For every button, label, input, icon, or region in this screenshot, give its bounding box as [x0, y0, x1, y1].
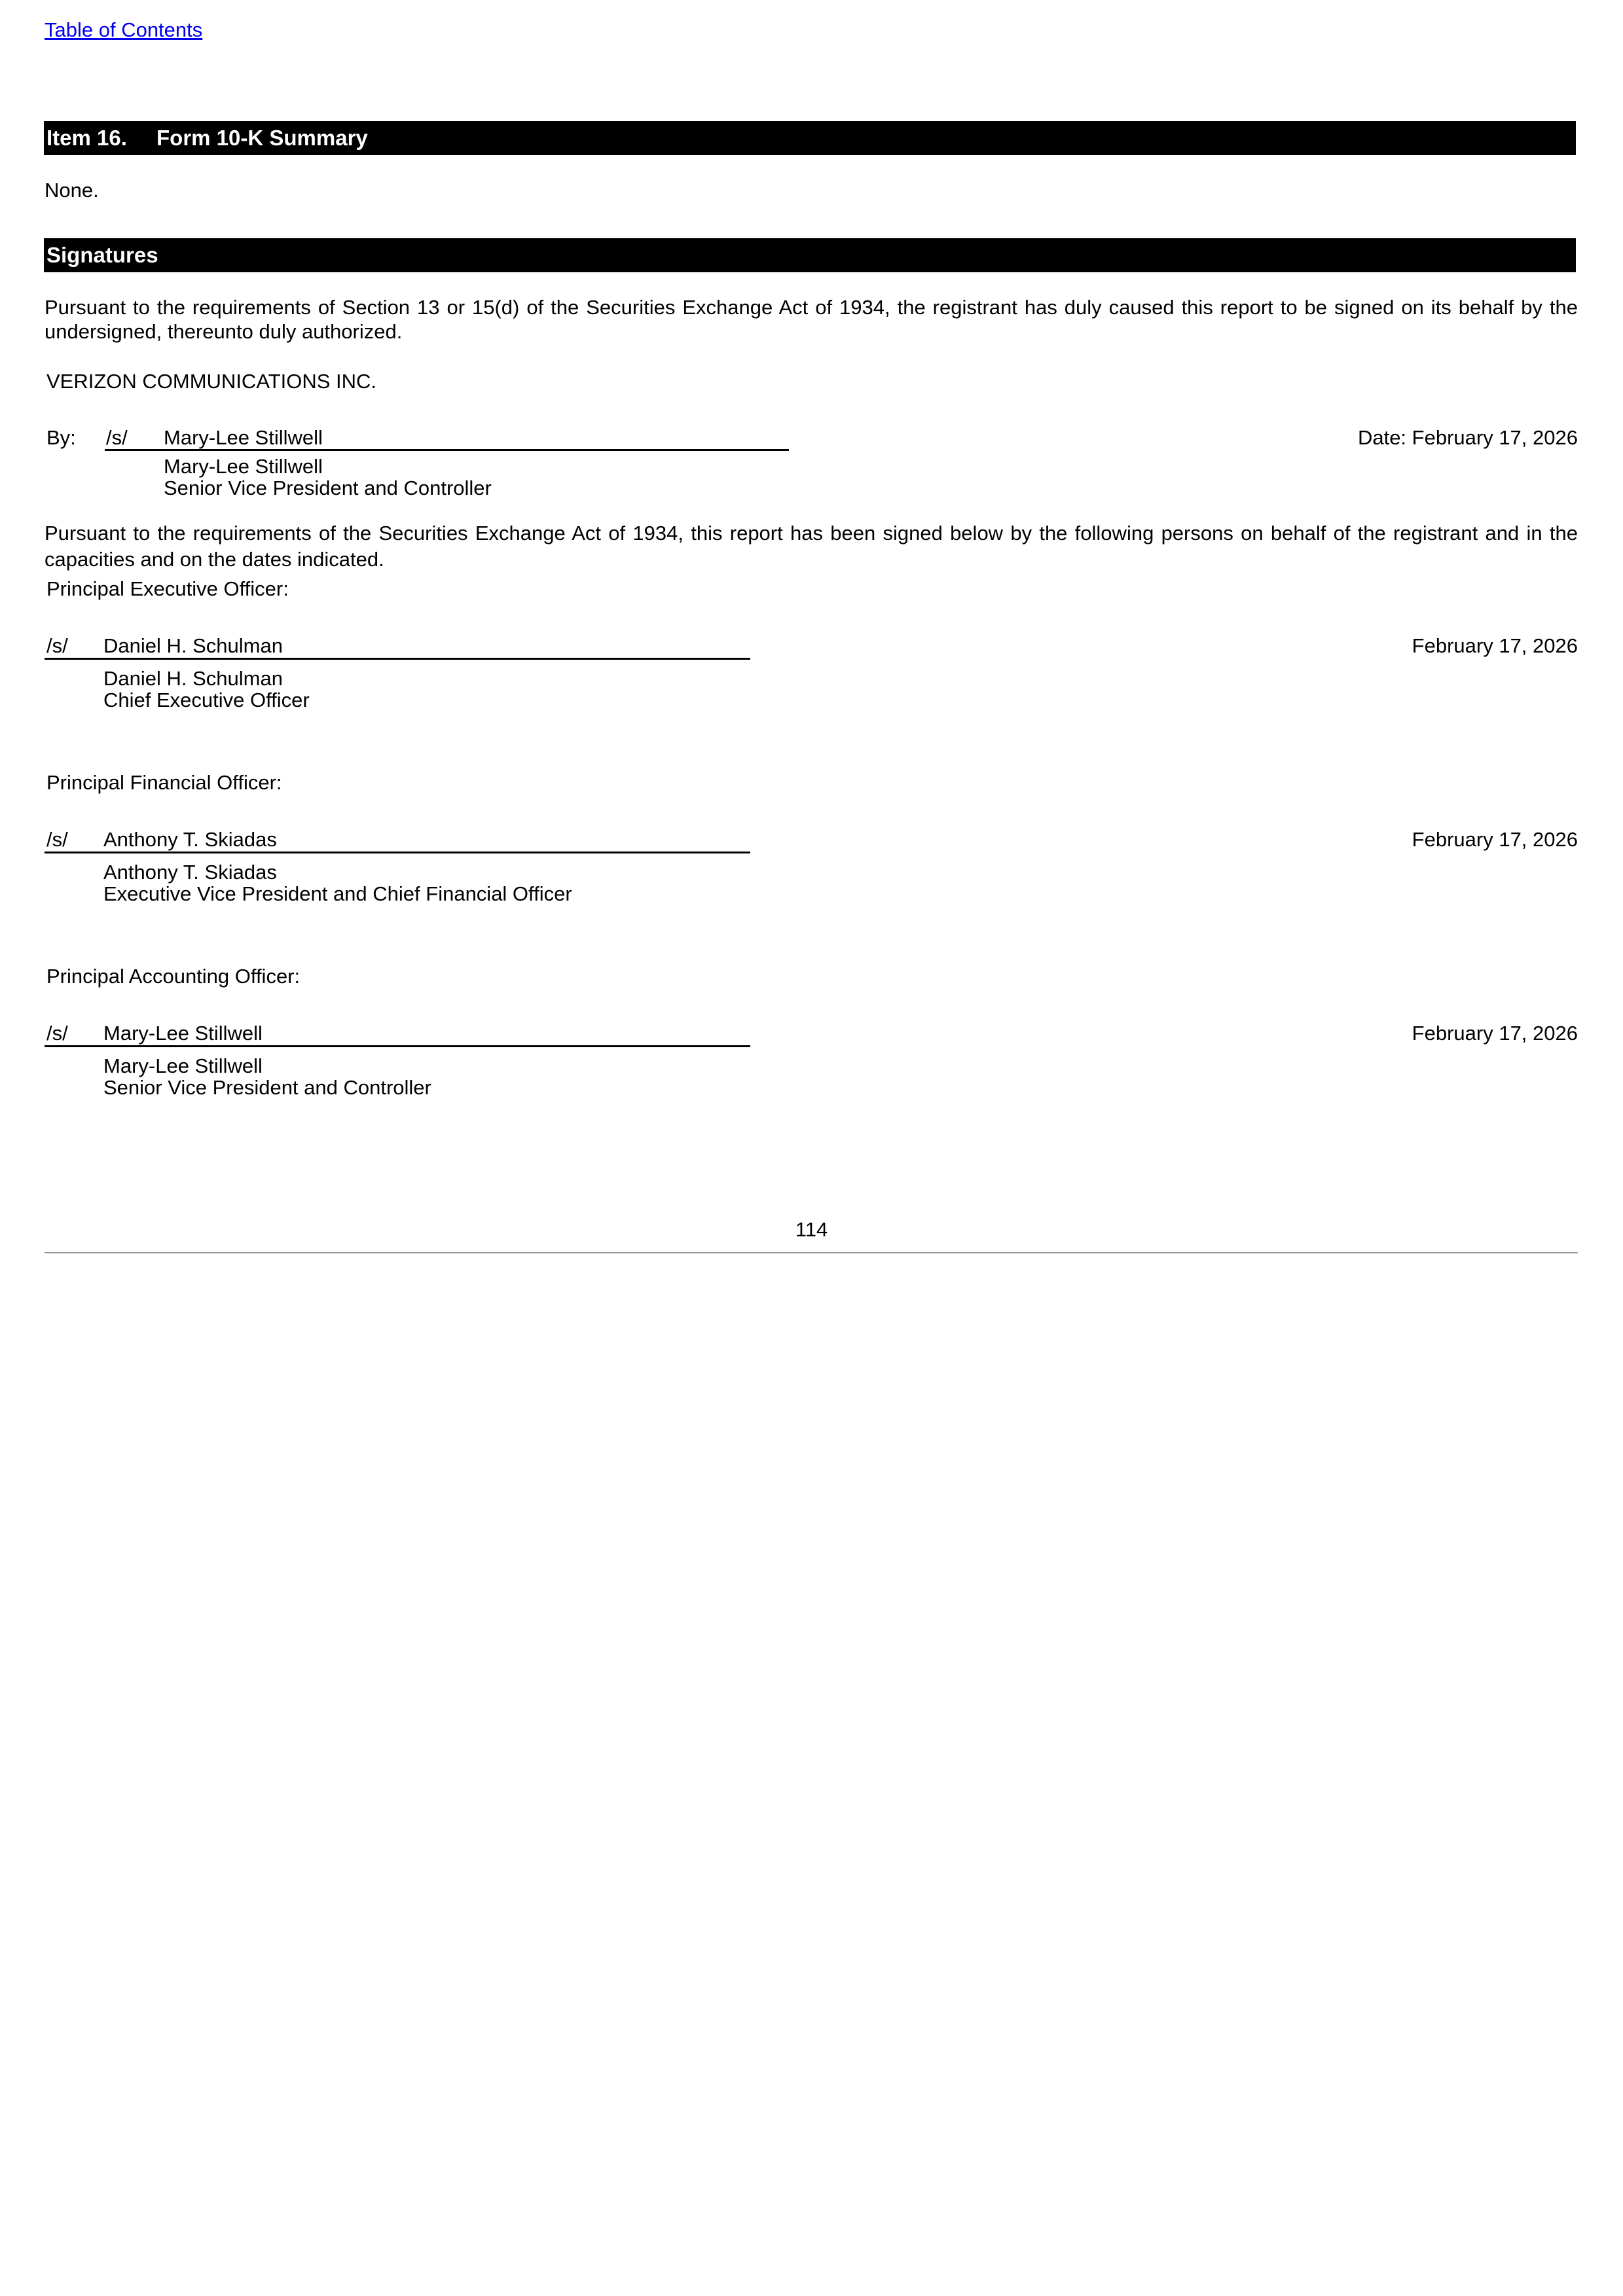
officer-signature-line — [45, 658, 750, 660]
officer-role-label: Principal Financial Officer: — [46, 771, 282, 794]
officer-title: Executive Vice President and Chief Financial Officer — [103, 882, 572, 905]
officer-name: Mary-Lee Stillwell — [103, 1054, 263, 1077]
by-name: Mary-Lee Stillwell — [164, 455, 323, 478]
officer-name: Anthony T. Skiadas — [103, 861, 277, 884]
officer-date: February 17, 2026 — [1412, 1022, 1578, 1045]
item-number: Item 16. — [46, 126, 127, 151]
by-sig-mark: /s/ — [106, 426, 128, 449]
officer-title: Senior Vice President and Controller — [103, 1076, 431, 1099]
officer-signature-line — [45, 1045, 750, 1047]
signatures-heading-text: Signatures — [46, 243, 158, 268]
officer-signature: Mary-Lee Stillwell — [103, 1022, 263, 1045]
page-bottom-rule — [45, 1252, 1578, 1253]
by-signature-line — [105, 449, 789, 451]
item-title: Form 10-K Summary — [156, 126, 368, 151]
second-intro-text-1: Pursuant to the requirements of the Securities Exchange Act of 1934, this report has been signed below by the following persons on behalf of the registrant and in the — [45, 522, 1578, 545]
signatures-intro-line-2: undersigned, thereunto duly authorized. — [45, 320, 403, 343]
officer-sig-mark: /s/ — [46, 634, 68, 657]
registrant-name: VERIZON COMMUNICATIONS INC. — [46, 370, 377, 393]
officer-sig-mark: /s/ — [46, 1022, 68, 1045]
officer-sig-mark: /s/ — [46, 828, 68, 851]
officer-signature-line — [45, 852, 750, 853]
item-16-heading — [44, 121, 1576, 155]
second-intro-line-2: capacities and on the dates indicated. — [45, 548, 384, 571]
signatures-heading — [44, 238, 1576, 272]
intro-text-1: Pursuant to the requirements of Section 13 or 15(d) of the Securities Exchange Act of 1934, the registrant has duly caused this report to be signed on its behalf by the — [45, 296, 1578, 319]
officer-name: Daniel H. Schulman — [103, 667, 283, 690]
by-title: Senior Vice President and Controller — [164, 476, 492, 499]
officer-date: February 17, 2026 — [1412, 828, 1578, 851]
officer-signature: Anthony T. Skiadas — [103, 828, 277, 851]
second-intro-line-1 — [45, 521, 1578, 545]
page-number: 114 — [795, 1218, 828, 1241]
officer-role-label: Principal Accounting Officer: — [46, 965, 301, 988]
item-16-body: None. — [45, 179, 99, 202]
signatures-intro-line-1 — [45, 295, 1578, 319]
table-of-contents-link[interactable]: Table of Contents — [45, 18, 203, 41]
officer-date: February 17, 2026 — [1412, 634, 1578, 657]
by-label: By: — [46, 426, 76, 449]
officer-role-label: Principal Executive Officer: — [46, 577, 289, 600]
by-date: Date: February 17, 2026 — [1357, 426, 1578, 449]
officer-title: Chief Executive Officer — [103, 689, 310, 711]
officer-signature: Daniel H. Schulman — [103, 634, 283, 657]
by-signature: Mary-Lee Stillwell — [164, 426, 323, 449]
